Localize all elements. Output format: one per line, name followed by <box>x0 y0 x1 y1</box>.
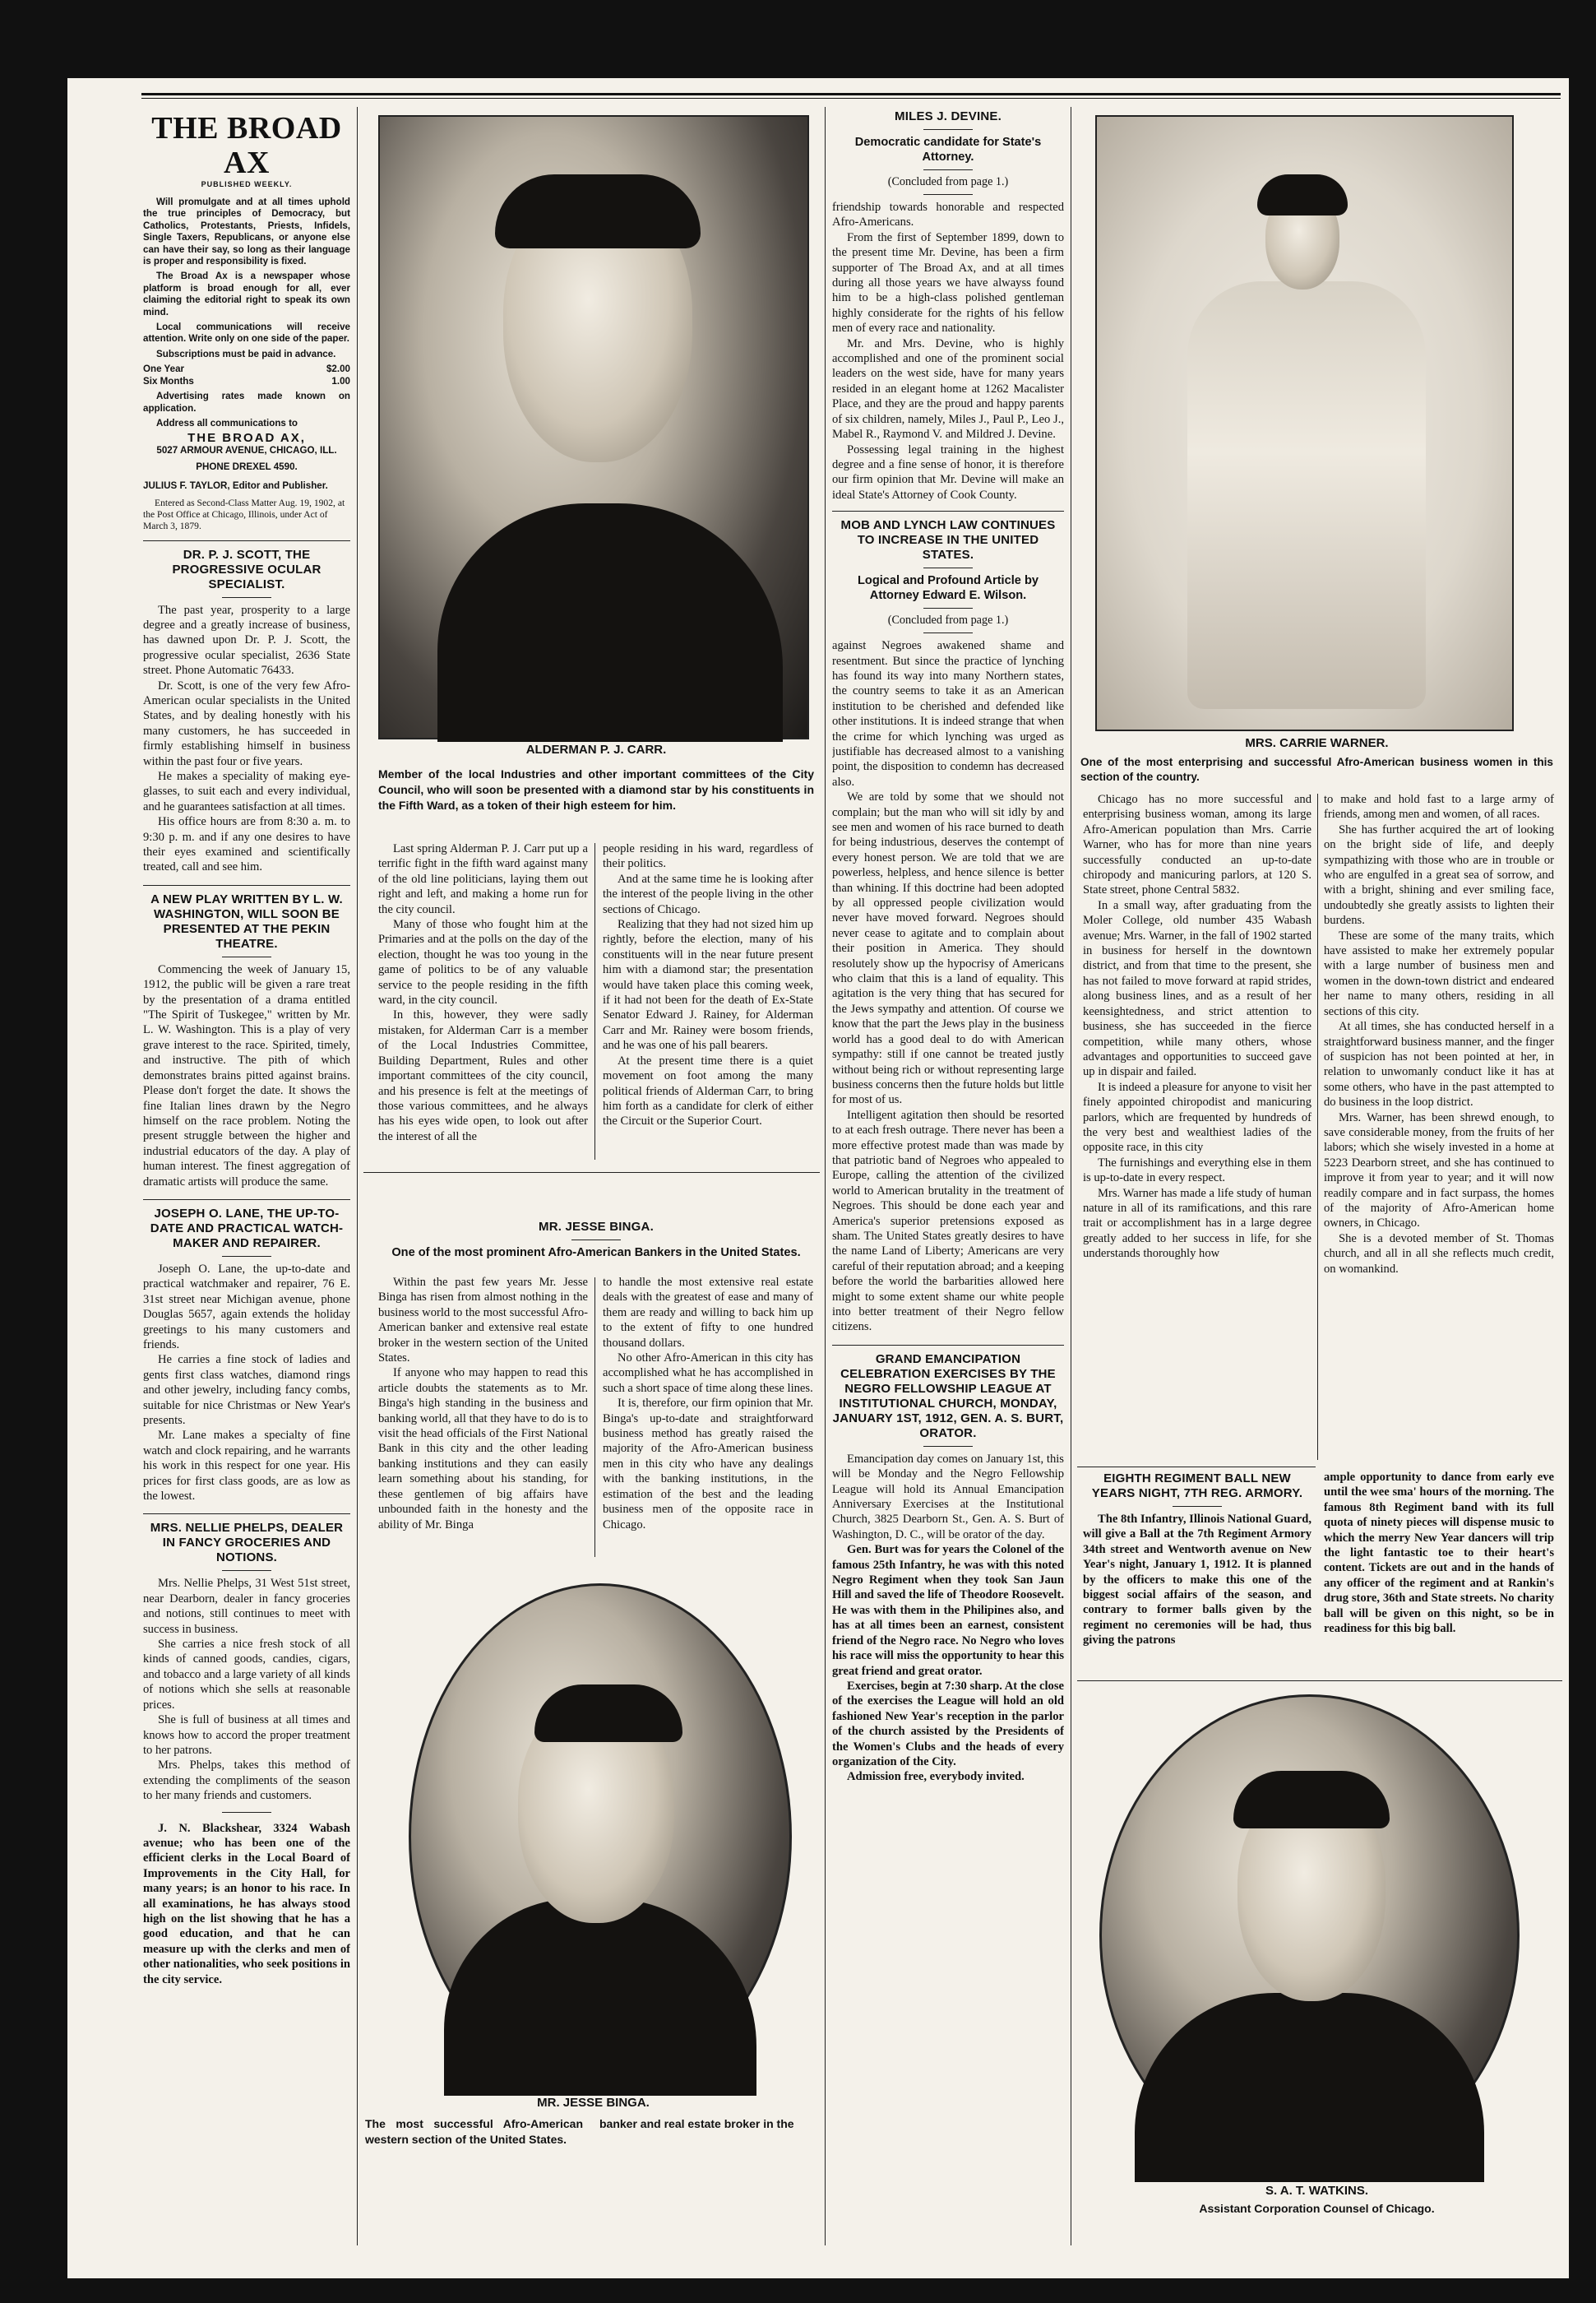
carr-caption-name: ALDERMAN P. J. CARR. <box>525 743 667 757</box>
article-paragraph: Mrs. Warner, has been shrewd enough, to save considerable money, from the fruits of her labors; which she wisely invested in a home at 5223 Dearborn street, and she has continued to improve it from year to year; and it will now readily compare and in fact surpass, the homes of the majority of Afro-American home owners, in Chicago. <box>1324 1110 1554 1230</box>
article-paragraph: Commencing the week of January 15, 1912, the public will be given a rare treat by the presentation of a drama entitled "The Spirit of Tuskegee," written by Mr. L. W. Washington. This is a play of very grave interest to the race. Spirited, timely, and instructive. The pith of which demonstrates brains pitted against brains. Please don't forget the date. It shows the fine Italian lines drawn by the Negro himself on the race problem. Noting the present struggle between the higher and industrial educators of the day. A play of human interest. The finest aggregation of dramatic artists will produce the same. <box>143 962 350 1189</box>
masthead-entered: Entered as Second-Class Matter Aug. 19, 1902, at the Post Office at Chicago, Illinois, under Act of March 3, 1879. <box>143 497 345 531</box>
article-paragraph: Possessing legal training in the highest degree and a fine sense of honor, it is therefore our firm opinion that Mr. Devine will make an ideal State's Attorney of Cook County. <box>832 443 1064 502</box>
binga-col-left <box>378 1275 588 1563</box>
rate-label: One Year <box>143 364 185 375</box>
article-paragraph: If anyone who may happen to read this article doubts the statements as to Mr. Binga's high standing in the business and banking world, all that they have to do is to visit the head officials of the First National Bank in this city and the other leading banking institutions and they can easily learn something about his standing, for these gentlemen of big affairs have unbounded faith in the honesty and the ability of Mr. Binga <box>378 1366 588 1531</box>
carr-caption-text: Member of the local Industries and other important committees of the City Council, who will soon be presented with a diamond star by his constituents in the Fifth Ward, as a token of their high esteem for him. <box>378 767 814 812</box>
article-paragraph: Joseph O. Lane, the up-to-date and practical watchmaker and repairer, 76 E. 31st street near Michigan avenue, phone Douglas 5657, again extends the holiday greetings to his many customers and friends. <box>143 1262 350 1351</box>
article-paragraph: His office hours are from 8:30 a. m. to 9:30 p. m. and if any one desires to have their eyes examined and scientifically treated, call and see him. <box>143 815 350 874</box>
short-rule <box>222 1256 271 1257</box>
binga-caption <box>365 2096 821 2148</box>
article-paragraph: Admission free, everybody invited. <box>847 1770 1025 1784</box>
binga-col-right <box>603 1275 813 1563</box>
section-rule <box>1077 1680 1562 1681</box>
article-paragraph: She is full of business at all times and knows how to accord the proper treatment to her patrons. <box>143 1713 350 1757</box>
masthead-para: Advertising rates made known on application. <box>143 391 350 414</box>
masthead-para: The Broad Ax is a newspaper whose platform is broad enough for all, ever claiming the editorial right to speak its own mind. <box>143 271 350 317</box>
warner-caption-name: MRS. CARRIE WARNER. <box>1245 736 1389 750</box>
article-paragraph: Mrs. Warner has made a life study of human nature in all of its ramifications, and this rare trait or accomplishment has in a large degree greatly added to her success in life, for she understands thoroughly how <box>1083 1186 1311 1261</box>
scott-headline: DR. P. J. SCOTT, THE PROGRESSIVE OCULAR SPECIALIST. <box>172 547 322 591</box>
article-paragraph: In this, however, they were sadly mistaken, for Alderman Carr is a member of the Local Industries Committee, Building Department, Rules and other important committees of the city council, and his presence is felt at the meetings of those various committees, and he always has his eyes wide open, to look out after the interest of all the <box>378 1008 588 1143</box>
ball-col-left <box>1083 1470 1311 1675</box>
short-rule <box>222 597 271 598</box>
warner-hair <box>1257 174 1348 215</box>
binga-hair <box>534 1684 682 1742</box>
column-rule <box>594 1277 595 1557</box>
article-paragraph: J. N. Blackshear, 3324 Wabash avenue; who has been one of the efficient clerks in the Local Board of Improvements in the City Hall, for many years; is an honor to his race. In all examinations, he has always stood high on the list showing that he has a good education, and that he can measure up with the clerks and men of other nationalities, who seek positions in the city service. <box>143 1821 350 1986</box>
article-paragraph: We are told by some that we should not complain; but the man who will sit idly by and see men and women of his race burned to death for being industrious, deserves the contempt of every honest person. We are told that we are powerless, helpless, and hence silence is better than whining. If this doctrine had been adopted by all oppressed people civilization would never have moved forward. Negroes should never cease to agitate and to complain about their position in America. They should resolutely show up the hypocrisy of Americans who claim that this is a land of equality. This agitation is the very thing that has secured for the Jews sympathy and attention. Of course we know that the part the Jews play in the business world has a good deal to do with American sympathy: still if one cannot be treated justly without being rich or without representing large business concerns then the future holds but little for most of us. <box>832 790 1064 1107</box>
section-rule <box>143 1513 350 1514</box>
devine-concluded: (Concluded from page 1.) <box>887 175 1009 188</box>
masthead-para: Local communications will receive attention. Write only on one side of the paper. <box>143 322 350 345</box>
watkins-hair <box>1233 1771 1390 1828</box>
short-rule <box>923 129 973 130</box>
article-paragraph: And at the same time he is looking after the interest of the people living in the other sections of Chicago. <box>603 872 813 916</box>
section-rule <box>143 540 350 541</box>
short-rule <box>222 1812 271 1813</box>
carr-suit <box>437 503 783 742</box>
masthead-subtitle: PUBLISHED WEEKLY. <box>201 180 293 188</box>
masthead-address: 5027 ARMOUR AVENUE, CHICAGO, ILL. <box>156 444 337 456</box>
section-rule <box>832 511 1064 512</box>
article-paragraph: No other Afro-American in this city has accomplished what he has accomplished in such a short space of time along these lines. <box>603 1351 813 1395</box>
article-paragraph: Mr. and Mrs. Devine, who is highly accomplished and one of the prominent social leaders on the west side, have for many years resided in an elegant home at 1262 Macalister Place, and they are the proud and happy parents of six children, namely, Miles J., Paul P., Leo J., Mabel R., Raymond V. and Mildred J. Devine. <box>832 336 1064 442</box>
article-paragraph: It is, therefore, our firm opinion that Mr. Binga's up-to-date and straightforward business method has greatly raised the majority of the Afro-American business men in this city who have any dealings with the banking institutions, in the estimation of the best and the leading business men of the opposite race in Chicago. <box>603 1397 813 1531</box>
article-paragraph: In a small way, after graduating from the Moler College, old number 435 Wabash avenue; Mrs. Warner, in the fall of 1902 started in business for herself in the downtown district, and from that time to the present, she has not failed to move forward at rapid strides, along business lines, and as a result of her keensightedness, and strict attention to business, she has succeeded in the fierce competition, while many others, whose advantages and opportunities to succeed gave up in dispair and failed. <box>1083 898 1311 1079</box>
carr-col-left <box>378 841 588 1162</box>
masthead-phone: PHONE DREXEL 4590. <box>196 461 298 473</box>
article-paragraph: Mrs. Phelps, takes this method of extending the compliments of the season to her many friends and customers. <box>143 1759 350 1803</box>
carr-col-right <box>603 841 813 1162</box>
masthead-para: Will promulgate and at all times uphold the true principles of Democracy, but Catholics, Protestants, Priests, Infidels, Single Taxers, Republicans, or anyone else can have their say, so long as their language is proper and responsibility is fixed. <box>143 197 350 267</box>
article-paragraph: He carries a fine stock of ladies and gents first class watches, diamond rings and other jewelry, including fancy combs, suitable for nice Christmas or New Year's presents. <box>143 1353 350 1427</box>
column-rule <box>825 107 826 2245</box>
article-paragraph: Many of those who fought him at the Primaries and at the polls on the day of the election, thought he was too young in the game of politics to be of any valuable service to the people residing in the fifth ward, in the city council. <box>378 918 588 1008</box>
watkins-caption-text: Assistant Corporation Counsel of Chicago. <box>1199 2202 1435 2215</box>
article-paragraph: At all times, she has conducted herself in a straightforward business manner, and the finger of suspicion has not been pointed at her, in relation to unwomanly conduct like it has at some others, who have in the past attempted to do business in the loop district. <box>1324 1020 1554 1110</box>
column-rule <box>594 843 595 1160</box>
carr-hair <box>495 174 701 248</box>
watkins-photo <box>1099 1694 1520 2176</box>
article-paragraph: friendship towards honorable and respected Afro-Americans. <box>832 201 1064 229</box>
lane-headline: JOSEPH O. LANE, THE UP-TO-DATE AND PRACTICAL WATCH-MAKER AND REPAIRER. <box>150 1206 344 1250</box>
section-rule <box>143 1199 350 1200</box>
binga-headline: MR. JESSE BINGA. <box>539 1220 654 1234</box>
watkins-caption <box>1080 2184 1553 2217</box>
short-rule <box>923 608 973 609</box>
article-paragraph: to handle the most extensive real estate deals with the greatest of ease and many of them are ready and willing to back him up to the extent of fifty to one hundred thousand dollars. <box>603 1276 813 1350</box>
article-paragraph: Last spring Alderman P. J. Carr put up a terrific fight in the fifth ward against many of the old line politicians, laying them out right and left, and making a home run for the city council. <box>378 842 588 916</box>
short-rule <box>923 194 973 195</box>
section-rule <box>363 1172 820 1173</box>
rate-label: Six Months <box>143 375 194 387</box>
carr-caption <box>378 743 814 813</box>
short-rule <box>923 1446 973 1447</box>
top-rule <box>141 93 1561 95</box>
article-paragraph: The furnishings and everything else in them is up-to-date in every respect. <box>1083 1156 1311 1185</box>
binga-caption-name: MR. JESSE BINGA. <box>537 2096 650 2110</box>
article-paragraph: Exercises, begin at 7:30 sharp. At the close of the exercises the League will hold an old fashioned New Year's reception in the parlor of the church assisted by the Presidents of the Women's Clubs and the heads of every organization of the City. <box>832 1679 1064 1768</box>
warner-col-left <box>1083 792 1311 1462</box>
rate-value: $2.00 <box>326 364 350 375</box>
article-paragraph: Emancipation day comes on January 1st, this will be Monday and the Negro Fellowship League will hold its Annual Emancipation Anniversary Exercises at the Institutional Church, 3825 Dearborn St., Gen. A. S. Burt of Washington, D. C., will be orator of the day. <box>832 1452 1064 1541</box>
devine-headline: MILES J. DEVINE. <box>895 109 1002 123</box>
binga-caption-left: The most successful Afro-American western section of the United States. <box>365 2117 583 2146</box>
rate-value: 1.00 <box>331 375 350 387</box>
masthead-para: Address all communications to <box>156 417 298 429</box>
warner-dress <box>1187 281 1426 709</box>
binga-photo <box>409 1583 792 2090</box>
column-rule <box>1317 794 1318 1460</box>
top-rule-thin <box>141 98 1561 99</box>
masthead-para: Subscriptions must be paid in advance. <box>156 348 336 359</box>
masthead-title: THE BROAD AX <box>151 111 342 180</box>
mob-subhead: Logical and Profound Article by Attorney Edward E. Wilson. <box>857 574 1039 603</box>
carr-photo <box>378 115 809 739</box>
article-paragraph: Mrs. Nellie Phelps, 31 West 51st street, near Dearborn, dealer in fancy groceries and notions, still continues to meet with success in business. <box>143 1577 350 1636</box>
emancipation-headline: GRAND EMANCIPATION CELEBRATION EXERCISES BY THE NEGRO FELLOWSHIP LEAGUE AT INSTITUTIONAL CHURCH, MONDAY, JANUARY 1ST, 1912, GEN. A. S. BURT, ORATOR. <box>832 1351 1064 1440</box>
article-paragraph: Realizing that they had not sized him up rightly, before the election, many of his constituents will in the near future present him with a diamond star; the presentation would have taken place this coming week, if it had not been for the death of Ex-State Senator Edward J. Rainey, for Alderman Carr and Mr. Rainey were bosom friends, and he was one of his pall bearers. <box>603 918 813 1053</box>
warner-caption-text: One of the most enterprising and successful Afro-American business women in this section of the country. <box>1080 756 1553 783</box>
binga-subhead: One of the most prominent Afro-American Bankers in the United States. <box>391 1246 801 1259</box>
section-rule <box>832 1345 1064 1346</box>
warner-photo <box>1095 115 1514 731</box>
short-rule <box>1173 1506 1222 1507</box>
article-paragraph: to make and hold fast to a large army of friends, among men and women, of all races. <box>1324 793 1554 822</box>
article-paragraph: The 8th Infantry, Illinois National Guard, will give a Ball at the 7th Regiment Armory 34th street and Wentworth avenue on New Year's night, January 1, 1912. It is planned by the officers to make this one of the biggest social affairs of the season, and contrary to former balls given by the regiment no ceremonies will be had, thus giving the patrons <box>1083 1513 1311 1647</box>
masthead-name: THE BROAD AX, <box>187 431 306 446</box>
article-paragraph: Mr. Lane makes a specialty of fine watch and clock repairing, and he warrants his work in this respect for one year. His prices for first class goods, are as low as the lowest. <box>143 1429 350 1504</box>
devine-subhead: Democratic candidate for State's Attorney. <box>854 136 1042 164</box>
article-paragraph: From the first of September 1899, down to the present time Mr. Devine, has been a firm supporter of The Broad Ax, and at all times during all those years we have alwayss found him to be a high-class polished gentleman highly considerate for the rights of his fellow men of every race and nationality. <box>832 230 1064 336</box>
column-rule <box>357 107 358 2245</box>
warner-col-right <box>1324 792 1554 1462</box>
article-paragraph: Intelligent agitation then should be resorted to at each fresh outrage. There never has been a more effective protest made than was made by that patriotic band of Negroes who appealed to Europe, calling the attention of the civilized world to American brutality in the treatment of Negroes. This should be done each year and America's superior pretensions exposed as sham. The United States greatly desires to have the name Land of Liberty; Americans are very careful of their reputation abroad; and a keeping before the world the barbarities allowed here might to some extent shame our white people into better treatment of their Negro fellow citizens. <box>832 1108 1064 1334</box>
article-paragraph: She has further acquired the art of looking on the bright side of life, and deeply sympathizing with those who are in trouble or who are engulfed in a great sea of sorrow, and with a bright, shining and ever smiling face, undoubtedly she greatly assists to lighten their burdens. <box>1324 822 1554 928</box>
watkins-caption-name: S. A. T. WATKINS. <box>1265 2184 1368 2198</box>
article-paragraph: Within the past few years Mr. Jesse Binga has risen from almost nothing in the business world to the most successful Afro-American banker and extensive real estate broker in the western section of the United States. <box>378 1276 588 1365</box>
article-paragraph: Gen. Burt was for years the Colonel of the famous 25th Infantry, he was with this noted Negro Regiment when they took San Jaun Hill and saved the life of Theodore Roosevelt. He was with them in the Philipines also, and has at all times been an earnest, consistent friend of the Negro race. No Negro who loves his race will miss the opportunity to hear this great friend and great orator. <box>832 1543 1064 1678</box>
binga-caption-right: banker and real estate broker in the <box>599 2117 794 2130</box>
article-paragraph: Chicago has no more successful and enterprising business woman, among its large Afro-American population than Mrs. Carrie Warner, who has for more than nine years successfully conducted an up-to-date chiropody and manicuring parlors, at 120 S. State street, phone Central 5832. <box>1083 793 1311 897</box>
play-headline: A NEW PLAY WRITTEN BY L. W. WASHINGTON, WILL SOON BE PRESENTED AT THE PEKIN THEATRE. <box>150 892 343 951</box>
article-paragraph: people residing in his ward, regardless of their politics. <box>603 842 813 871</box>
article-paragraph: She carries a nice fresh stock of all kinds of canned goods, candies, cigars, and tobacco and a large variety of all kinds of notions which she sells at reasonable prices. <box>143 1638 350 1712</box>
binga-header <box>378 1213 814 1265</box>
article-paragraph: It is indeed a pleasure for anyone to visit her finely appointed chiropodist and manicuring parlors, which are frequented by hundreds of the very best and wealthiest ladies of the opposite race, in this city <box>1083 1080 1311 1155</box>
article-paragraph: He makes a speciality of making eye-glasses, to suit each and every individual, and he guarantees satisfaction at all times. <box>143 770 350 813</box>
watkins-suit <box>1135 1993 1484 2182</box>
mob-headline: MOB AND LYNCH LAW CONTINUES TO INCREASE IN THE UNITED STATES. <box>840 518 1056 563</box>
warner-caption <box>1080 736 1553 785</box>
ball-headline: EIGHTH REGIMENT BALL NEW YEARS NIGHT, 7TH REG. ARMORY. <box>1091 1471 1303 1500</box>
column-4 <box>832 103 1064 2250</box>
article-paragraph: ample opportunity to dance from early eve until the wee sma' hours of the morning. The famous 8th Regiment band with its full quota of ninety pieces will dispense music to which the merry New Year dancers will trip the light fantastic toe to their heart's content. Tickets are out and in the hands of any officer of the regiment and at Rankin's drug store, 36th and State streets. No charity ball will be given on this night, so be in readiness for this big ball. <box>1324 1471 1554 1636</box>
rate-row <box>143 364 350 375</box>
rate-row <box>143 376 350 387</box>
newspaper-page <box>67 78 1569 2278</box>
article-paragraph: against Negroes awakened shame and resentment. But since the practice of lynching has found its way into many Northern states, the country seems to take it as an American institution to be cherished and defended like other institutions. It is indeed strange that when the crime for which lynching was urged as justifiable has decreased almost to a vanishing point, the disposition to condemn has decreased also. <box>832 639 1064 789</box>
article-paragraph: The past year, prosperity to a large degree and a greatly increase of business, has dawned upon Dr. P. J. Scott, the progressive ocular specialist, 2636 State street. Phone Automatic 76433. <box>143 603 350 678</box>
column-1 <box>143 103 350 2250</box>
binga-suit <box>444 1898 756 2096</box>
article-paragraph: She is a devoted member of St. Thomas church, and all in all she reflects much credit, on womankind. <box>1324 1231 1554 1276</box>
short-rule <box>222 1570 271 1571</box>
article-paragraph: At the present time there is a quiet movement on foot among the many political friends of Alderman Carr, to bring him forth as a candidate for clerk of either the Circuit or the Superior Court. <box>603 1054 813 1128</box>
article-paragraph: These are some of the many traits, which have assisted to make her extremely popular with a large number of business men and women in the down-town district and endeared her name to many others, residing in all sections of this city. <box>1324 929 1554 1018</box>
ball-col-right <box>1324 1470 1554 1675</box>
phelps-headline: MRS. NELLIE PHELPS, DEALER IN FANCY GROCERIES AND NOTIONS. <box>150 1521 344 1565</box>
mob-concluded: (Concluded from page 1.) <box>887 614 1009 628</box>
masthead-editor: JULIUS F. TAYLOR, Editor and Publisher. <box>143 480 328 491</box>
section-rule <box>143 885 350 886</box>
article-paragraph: Dr. Scott, is one of the very few Afro-American ocular specialists in the United States, and by dealing honestly with his many customers, he has succeeded in firmly establishing himself in business within the past four or five years. <box>143 679 350 768</box>
short-rule <box>923 169 973 170</box>
